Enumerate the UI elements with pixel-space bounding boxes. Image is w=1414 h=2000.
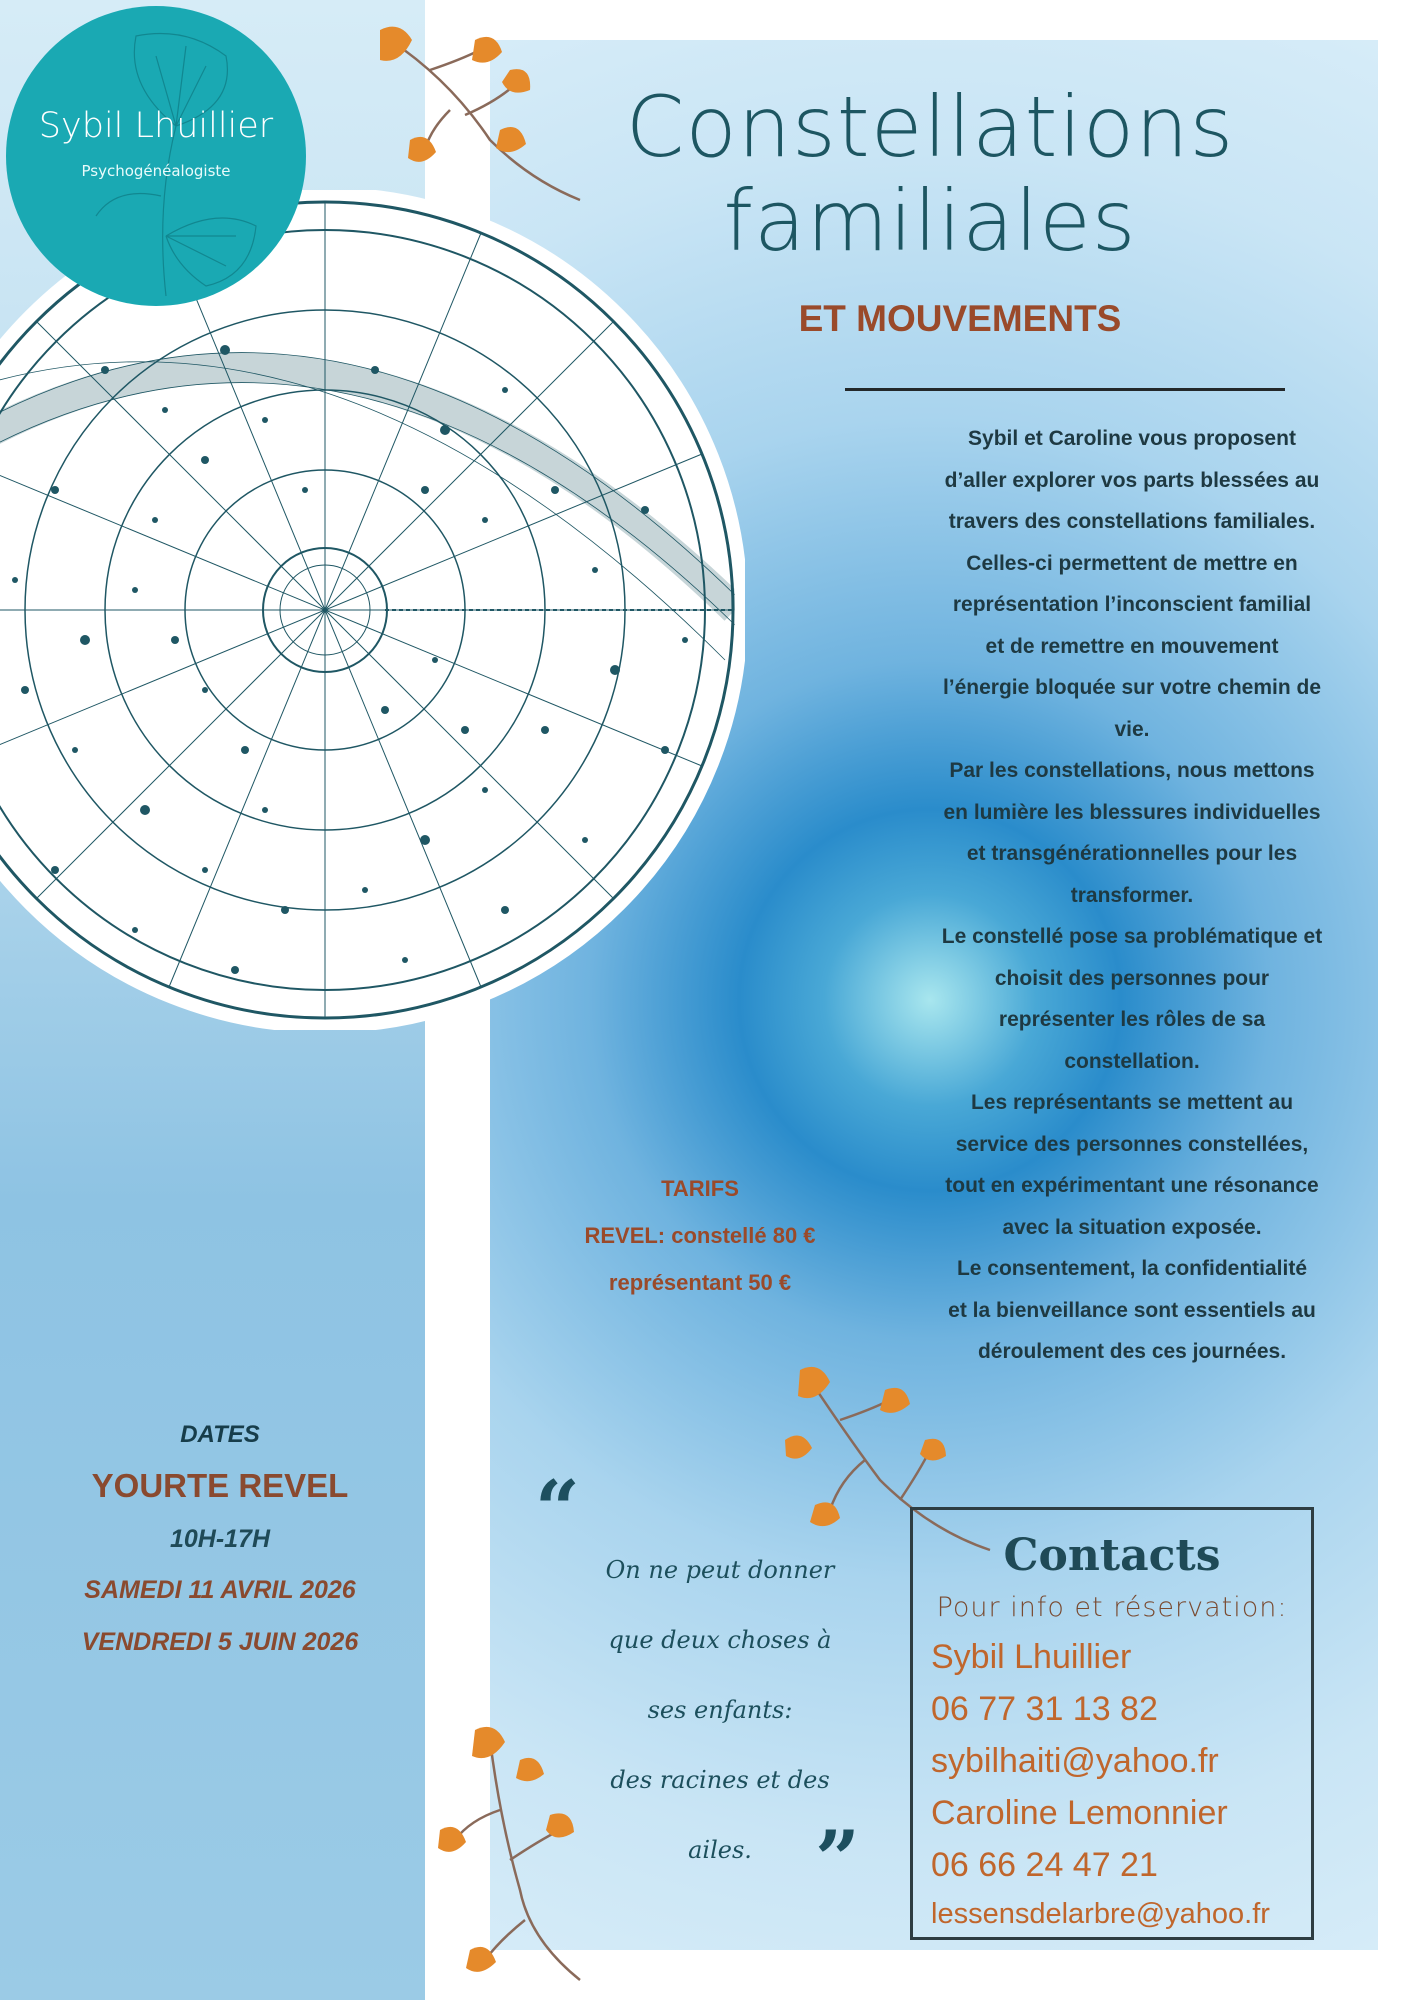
- contact-phone[interactable]: 06 77 31 13 82: [931, 1690, 1158, 1728]
- contacts-box: [910, 1507, 1314, 1940]
- description-line: représenter les rôles de sa: [998, 1008, 1266, 1031]
- description-line: tout en expérimentant une résonance: [945, 1174, 1319, 1197]
- description-line: Celles-ci permettent de mettre en: [966, 551, 1298, 575]
- contact-email[interactable]: lessensdelarbre@yahoo.fr: [931, 1898, 1270, 1930]
- description-line: choisit des personnes pour: [994, 966, 1270, 990]
- contact-email[interactable]: sybilhaiti@yahoo.fr: [931, 1742, 1219, 1780]
- description-line: et la bienveillance sont essentiels au: [948, 1298, 1316, 1322]
- description-line: d’aller explorer vos parts blessées au: [944, 468, 1320, 492]
- ginkgo-branch-icon: [370, 20, 590, 210]
- quote-open-mark: “: [535, 1464, 580, 1555]
- title-line-1: Constellations: [625, 78, 1235, 176]
- pricing-line: REVEL: constellé 80 €: [584, 1223, 816, 1248]
- page-subtitle: ET MOUVEMENTS: [798, 298, 1122, 339]
- page-title: [580, 80, 1280, 268]
- dates-label: DATES: [180, 1421, 260, 1448]
- date-item: SAMEDI 11 AVRIL 2026: [84, 1576, 356, 1604]
- ginkgo-logo-icon: [6, 6, 306, 306]
- description-line: et transgénérationnelles pour les: [966, 842, 1298, 865]
- contact-phone[interactable]: 06 66 24 47 21: [931, 1846, 1158, 1884]
- pricing-label: TARIFS: [661, 1176, 739, 1201]
- dates-hours: 10H-17H: [169, 1525, 271, 1553]
- logo-subtitle: Psychogénéalogiste: [81, 162, 231, 180]
- logo-name: Sybil Lhuillier: [38, 106, 274, 146]
- description-line: Le constellé pose sa problématique et: [941, 925, 1323, 948]
- quote-line: ses enfants:: [647, 1696, 793, 1724]
- description-line: vie.: [1114, 717, 1150, 741]
- date-item: VENDREDI 5 JUIN 2026: [81, 1628, 359, 1656]
- description-line: Sybil et Caroline vous proposent: [968, 427, 1296, 450]
- quote-line: des racines et des: [610, 1766, 830, 1794]
- pricing-block: [540, 1165, 860, 1306]
- description-line: transformer.: [1070, 883, 1194, 907]
- description-line: l’énergie bloquée sur votre chemin de: [942, 676, 1322, 699]
- quote-line: On ne peut donner: [605, 1556, 835, 1584]
- contact-name: Caroline Lemonnier: [931, 1794, 1228, 1832]
- description-line: déroulement des ces journées.: [977, 1340, 1287, 1363]
- star-map-illustration: [0, 190, 745, 1030]
- contacts-subtitle: Pour info et réservation:: [936, 1592, 1288, 1623]
- quote-line: ailes.: [688, 1836, 752, 1864]
- title-line-2: familiales: [723, 172, 1137, 270]
- description-line: en lumière les blessures individuelles: [943, 800, 1321, 824]
- dates-block: [30, 1412, 410, 1668]
- description-line: Par les constellations, nous mettons: [949, 759, 1315, 782]
- pricing-line: représentant 50 €: [608, 1270, 792, 1295]
- logo-badge: [6, 6, 306, 306]
- description-line: service des personnes constellées,: [955, 1132, 1309, 1156]
- description-line: Les représentants se mettent au: [970, 1091, 1294, 1114]
- contacts-title: Contacts: [1003, 1530, 1221, 1581]
- description-line: constellation.: [1064, 1049, 1200, 1073]
- dates-place: YOURTE REVEL: [91, 1467, 349, 1504]
- description-line: avec la situation exposée.: [1002, 1215, 1262, 1239]
- description-text: [903, 418, 1361, 1373]
- divider: [845, 388, 1285, 391]
- description-line: Le consentement, la confidentialité: [956, 1257, 1308, 1280]
- contact-name: Sybil Lhuillier: [931, 1638, 1132, 1676]
- description-line: et de remettre en mouvement: [985, 634, 1279, 658]
- description-line: travers des constellations familiales.: [948, 510, 1316, 533]
- description-line: représentation l’inconscient familial: [952, 593, 1312, 616]
- quote-close-mark: ”: [815, 1814, 860, 1905]
- quote-line: que deux choses à: [608, 1626, 832, 1654]
